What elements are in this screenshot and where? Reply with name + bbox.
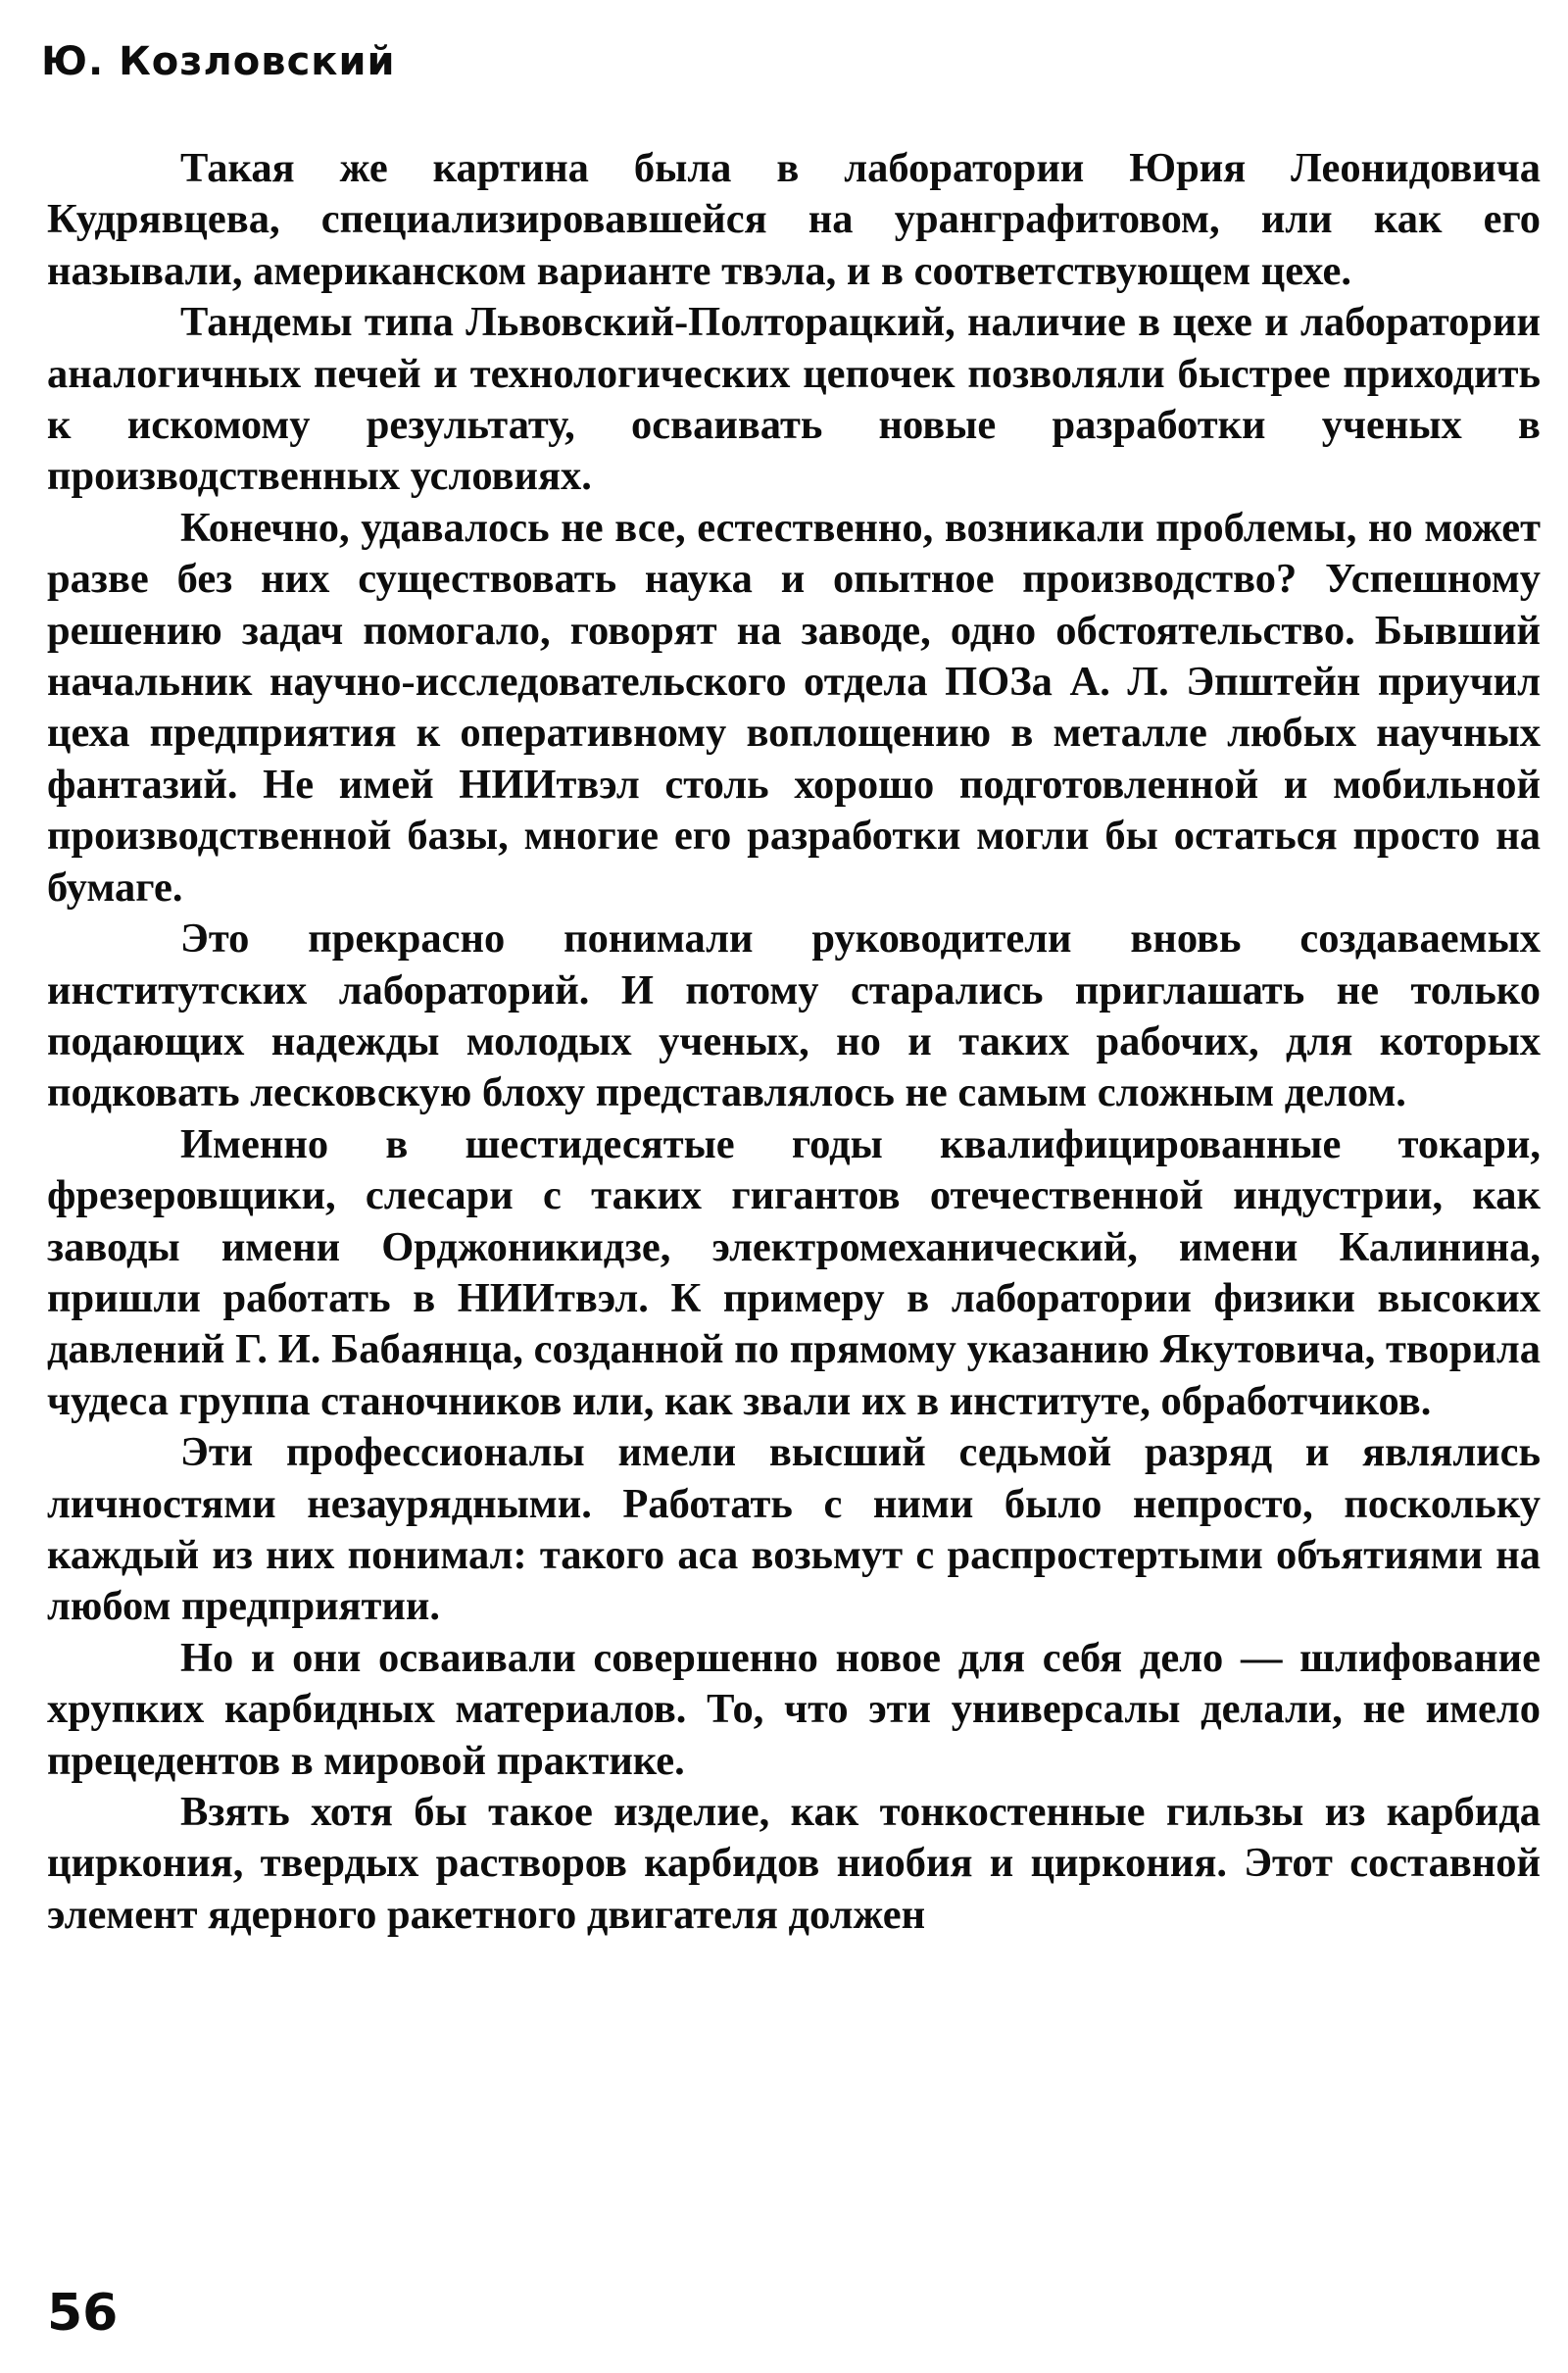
paragraph: Эти профессионалы имели высший седьмой разряд и являлись личностями незаурядными. Работать с ними было непросто, поскольку каждый из них понимал: такого аса возьмут с распростертыми объятиями на любом предприятии. <box>47 1429 1541 1630</box>
running-head-author: Ю. Козловский <box>41 39 396 84</box>
paragraph: Конечно, удавалось не все, естественно, возникали проблемы, но может разве без них существовать наука и опытное производство? Успешному решению задач помогало, говорят на заводе, одно обстоятельство. Бывший начальник научно-исследовательского отдела ПОЗа А. Л. Эпштейн приучил цеха предприятия к оперативному воплощению в металле любых научных фантазий. Не имей НИИтвэл столь хорошо подготовленной и мобильной производственной базы, многие его разработки могли бы остаться просто на бумаге. <box>47 504 1541 911</box>
paragraph: Это прекрасно понимали руководители вновь создаваемых институтских лабораторий. И потому старались приглашать не только подающих надежды молодых ученых, но и таких рабочих, для которых подковать лесковскую блоху представлялось не самым сложным делом. <box>47 915 1541 1116</box>
paragraph: Именно в шестидесятые годы квалифицированные токари, фрезеровщики, слесари с таких гигантов отечественной индустрии, как заводы имени Орджоникидзе, электромеханический, имени Калинина, пришли работать в НИИтвэл. К примеру в лаборатории физики высоких давлений Г. И. Бабаянца, созданной по прямому указанию Якутовича, творила чудеса группа станочников или, как звали их в институте, обработчиков. <box>47 1120 1541 1424</box>
page-body <box>47 143 1541 1941</box>
paragraph: Взять хотя бы такое изделие, как тонкостенные гильзы из карбида циркония, твердых растворов карбидов ниобия и циркония. Этот составной элемент ядерного ракетного двигателя должен <box>47 1789 1541 1938</box>
paragraph: Такая же картина была в лаборатории Юрия Леонидовича Кудрявцева, специализировавшейся на уранграфитовом, или как его называли, американском варианте твэла, и в соответствующем цехе. <box>47 145 1541 294</box>
paragraph: Но и они осваивали совершенно новое для себя дело — шлифование хрупких карбидных материалов. То, что эти универсалы делали, не имело прецедентов в мировой практике. <box>47 1634 1541 1784</box>
paragraph: Тандемы типа Львовский-Полторацкий, наличие в цехе и лаборатории аналогичных печей и технологических цепочек позволяли быстрее приходить к искомому результату, осваивать новые разработки ученых в производственных условиях. <box>47 299 1541 500</box>
page-number: 56 <box>47 2284 119 2343</box>
